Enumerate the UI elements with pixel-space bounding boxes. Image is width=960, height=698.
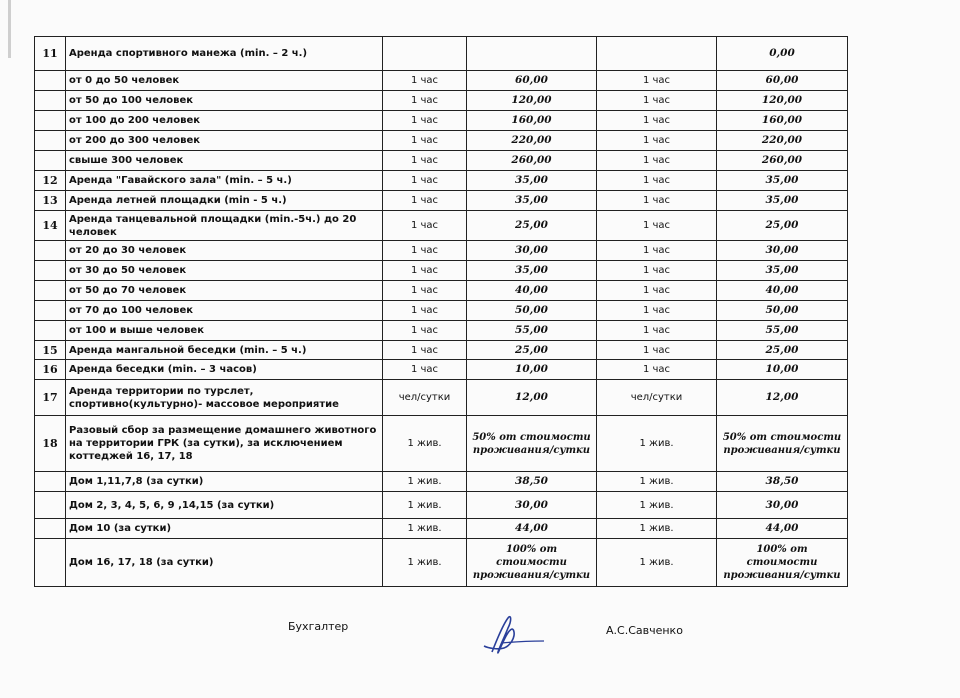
service-name: Дом 1,11,7,8 (за сутки)	[66, 472, 383, 492]
unit-second: 1 час	[597, 131, 717, 151]
binder-hole-mark	[6, 0, 14, 58]
unit-second: 1 жив.	[597, 539, 717, 587]
unit-first: 1 час	[383, 241, 467, 261]
price-first: 44,00	[467, 519, 597, 539]
unit-second: 1 час	[597, 341, 717, 360]
row-number: 12	[35, 171, 66, 191]
price-second: 50,00	[717, 301, 848, 321]
service-name: Аренда "Гавайского зала" (min. – 5 ч.)	[66, 171, 383, 191]
price-table-body	[35, 37, 848, 587]
price-first: 160,00	[467, 111, 597, 131]
unit-first: 1 час	[383, 191, 467, 211]
table-row	[35, 492, 848, 519]
price-first: 50,00	[467, 301, 597, 321]
unit-first: 1 час	[383, 91, 467, 111]
row-number	[35, 151, 66, 171]
service-name: от 30 до 50 человек	[66, 261, 383, 281]
price-first: 38,50	[467, 472, 597, 492]
row-number	[35, 71, 66, 91]
table-row	[35, 131, 848, 151]
unit-first: 1 час	[383, 321, 467, 341]
price-first: 25,00	[467, 341, 597, 360]
row-number: 13	[35, 191, 66, 211]
service-name: Дом 16, 17, 18 (за сутки)	[66, 539, 383, 587]
price-second: 55,00	[717, 321, 848, 341]
unit-second: 1 час	[597, 71, 717, 91]
unit-second: 1 жив.	[597, 519, 717, 539]
service-name: Дом 10 (за сутки)	[66, 519, 383, 539]
unit-second: 1 час	[597, 360, 717, 380]
price-second: 25,00	[717, 211, 848, 241]
unit-first: 1 час	[383, 211, 467, 241]
unit-first: 1 час	[383, 131, 467, 151]
row-number	[35, 321, 66, 341]
price-first: 220,00	[467, 131, 597, 151]
unit-second: 1 час	[597, 91, 717, 111]
table-row	[35, 261, 848, 281]
price-table	[34, 36, 848, 587]
row-number: 18	[35, 416, 66, 472]
price-second: 40,00	[717, 281, 848, 301]
service-name: от 100 до 200 человек	[66, 111, 383, 131]
price-first: 260,00	[467, 151, 597, 171]
table-row	[35, 37, 848, 71]
table-row	[35, 539, 848, 587]
price-first	[467, 37, 597, 71]
table-row	[35, 472, 848, 492]
price-first: 12,00	[467, 380, 597, 416]
signer-name: А.С.Савченко	[606, 624, 683, 637]
price-second: 25,00	[717, 341, 848, 360]
price-second: 30,00	[717, 241, 848, 261]
row-number: 15	[35, 341, 66, 360]
service-name: Аренда летней площадки (min - 5 ч.)	[66, 191, 383, 211]
unit-second: 1 час	[597, 241, 717, 261]
unit-second: 1 час	[597, 151, 717, 171]
service-name: от 100 и выше человек	[66, 321, 383, 341]
unit-second: 1 час	[597, 191, 717, 211]
unit-first: 1 час	[383, 301, 467, 321]
row-number	[35, 472, 66, 492]
row-number	[35, 261, 66, 281]
price-second: 44,00	[717, 519, 848, 539]
row-number	[35, 301, 66, 321]
unit-second: 1 час	[597, 321, 717, 341]
price-first: 40,00	[467, 281, 597, 301]
table-row	[35, 171, 848, 191]
service-name: Дом 2, 3, 4, 5, 6, 9 ,14,15 (за сутки)	[66, 492, 383, 519]
row-number: 16	[35, 360, 66, 380]
table-row	[35, 360, 848, 380]
table-row	[35, 416, 848, 472]
table-row	[35, 281, 848, 301]
price-second: 60,00	[717, 71, 848, 91]
service-name: от 20 до 30 человек	[66, 241, 383, 261]
price-first: 60,00	[467, 71, 597, 91]
table-row	[35, 341, 848, 360]
service-name: Аренда мангальной беседки (min. – 5 ч.)	[66, 341, 383, 360]
unit-first: 1 час	[383, 171, 467, 191]
row-number: 14	[35, 211, 66, 241]
unit-second: 1 час	[597, 211, 717, 241]
price-first: 25,00	[467, 211, 597, 241]
price-second: 12,00	[717, 380, 848, 416]
price-second: 220,00	[717, 131, 848, 151]
unit-first: 1 жив.	[383, 519, 467, 539]
price-second: 0,00	[717, 37, 848, 71]
unit-first: 1 час	[383, 281, 467, 301]
price-second: 260,00	[717, 151, 848, 171]
price-second: 35,00	[717, 261, 848, 281]
unit-first	[383, 37, 467, 71]
unit-second: 1 час	[597, 171, 717, 191]
table-row	[35, 191, 848, 211]
service-name: Аренда спортивного манежа (min. – 2 ч.)	[66, 37, 383, 71]
unit-second: 1 жив.	[597, 416, 717, 472]
price-first: 35,00	[467, 191, 597, 211]
unit-first: 1 жив.	[383, 472, 467, 492]
unit-second: 1 час	[597, 111, 717, 131]
service-name: Аренда территории по турслет, спортивно(культурно)- массовое мероприятие	[66, 380, 383, 416]
unit-first: 1 жив.	[383, 539, 467, 587]
table-row	[35, 321, 848, 341]
unit-first: 1 час	[383, 71, 467, 91]
table-row	[35, 71, 848, 91]
price-first: 35,00	[467, 261, 597, 281]
price-second: 50% от стоимости проживания/сутки	[717, 416, 848, 472]
price-first: 10,00	[467, 360, 597, 380]
service-name: от 70 до 100 человек	[66, 301, 383, 321]
row-number	[35, 91, 66, 111]
price-first: 100% от стоимости проживания/сутки	[467, 539, 597, 587]
unit-second: 1 час	[597, 261, 717, 281]
unit-first: 1 час	[383, 360, 467, 380]
table-row	[35, 519, 848, 539]
service-name: Разовый сбор за размещение домашнего животного на территории ГРК (за сутки), за исключением коттеджей 16, 17, 18	[66, 416, 383, 472]
row-number	[35, 111, 66, 131]
price-second: 10,00	[717, 360, 848, 380]
price-first: 120,00	[467, 91, 597, 111]
service-name: свыше 300 человек	[66, 151, 383, 171]
price-second: 35,00	[717, 191, 848, 211]
table-row	[35, 151, 848, 171]
unit-first: 1 час	[383, 261, 467, 281]
price-first: 30,00	[467, 492, 597, 519]
service-name: от 200 до 300 человек	[66, 131, 383, 151]
price-first: 50% от стоимости проживания/сутки	[467, 416, 597, 472]
price-second: 160,00	[717, 111, 848, 131]
row-number: 11	[35, 37, 66, 71]
unit-second	[597, 37, 717, 71]
service-name: Аренда танцевальной площадки (min.-5ч.) до 20 человек	[66, 211, 383, 241]
unit-second: чел/сутки	[597, 380, 717, 416]
unit-second: 1 жив.	[597, 492, 717, 519]
unit-first: 1 час	[383, 341, 467, 360]
table-row	[35, 380, 848, 416]
unit-first: чел/сутки	[383, 380, 467, 416]
unit-first: 1 жив.	[383, 416, 467, 472]
unit-first: 1 жив.	[383, 492, 467, 519]
table-row	[35, 91, 848, 111]
row-number	[35, 492, 66, 519]
signature-image	[478, 612, 550, 666]
row-number	[35, 519, 66, 539]
price-first: 30,00	[467, 241, 597, 261]
price-first: 35,00	[467, 171, 597, 191]
row-number	[35, 539, 66, 587]
price-second: 100% от стоимости проживания/сутки	[717, 539, 848, 587]
signer-role: Бухгалтер	[288, 620, 349, 633]
price-second: 30,00	[717, 492, 848, 519]
price-second: 38,50	[717, 472, 848, 492]
service-name: Аренда беседки (min. – 3 часов)	[66, 360, 383, 380]
unit-first: 1 час	[383, 151, 467, 171]
row-number	[35, 131, 66, 151]
row-number	[35, 241, 66, 261]
unit-second: 1 час	[597, 281, 717, 301]
table-row	[35, 111, 848, 131]
table-row	[35, 241, 848, 261]
service-name: от 50 до 70 человек	[66, 281, 383, 301]
unit-second: 1 жив.	[597, 472, 717, 492]
table-row	[35, 211, 848, 241]
price-second: 120,00	[717, 91, 848, 111]
row-number: 17	[35, 380, 66, 416]
unit-first: 1 час	[383, 111, 467, 131]
service-name: от 0 до 50 человек	[66, 71, 383, 91]
price-second: 35,00	[717, 171, 848, 191]
unit-second: 1 час	[597, 301, 717, 321]
price-first: 55,00	[467, 321, 597, 341]
table-row	[35, 301, 848, 321]
service-name: от 50 до 100 человек	[66, 91, 383, 111]
row-number	[35, 281, 66, 301]
